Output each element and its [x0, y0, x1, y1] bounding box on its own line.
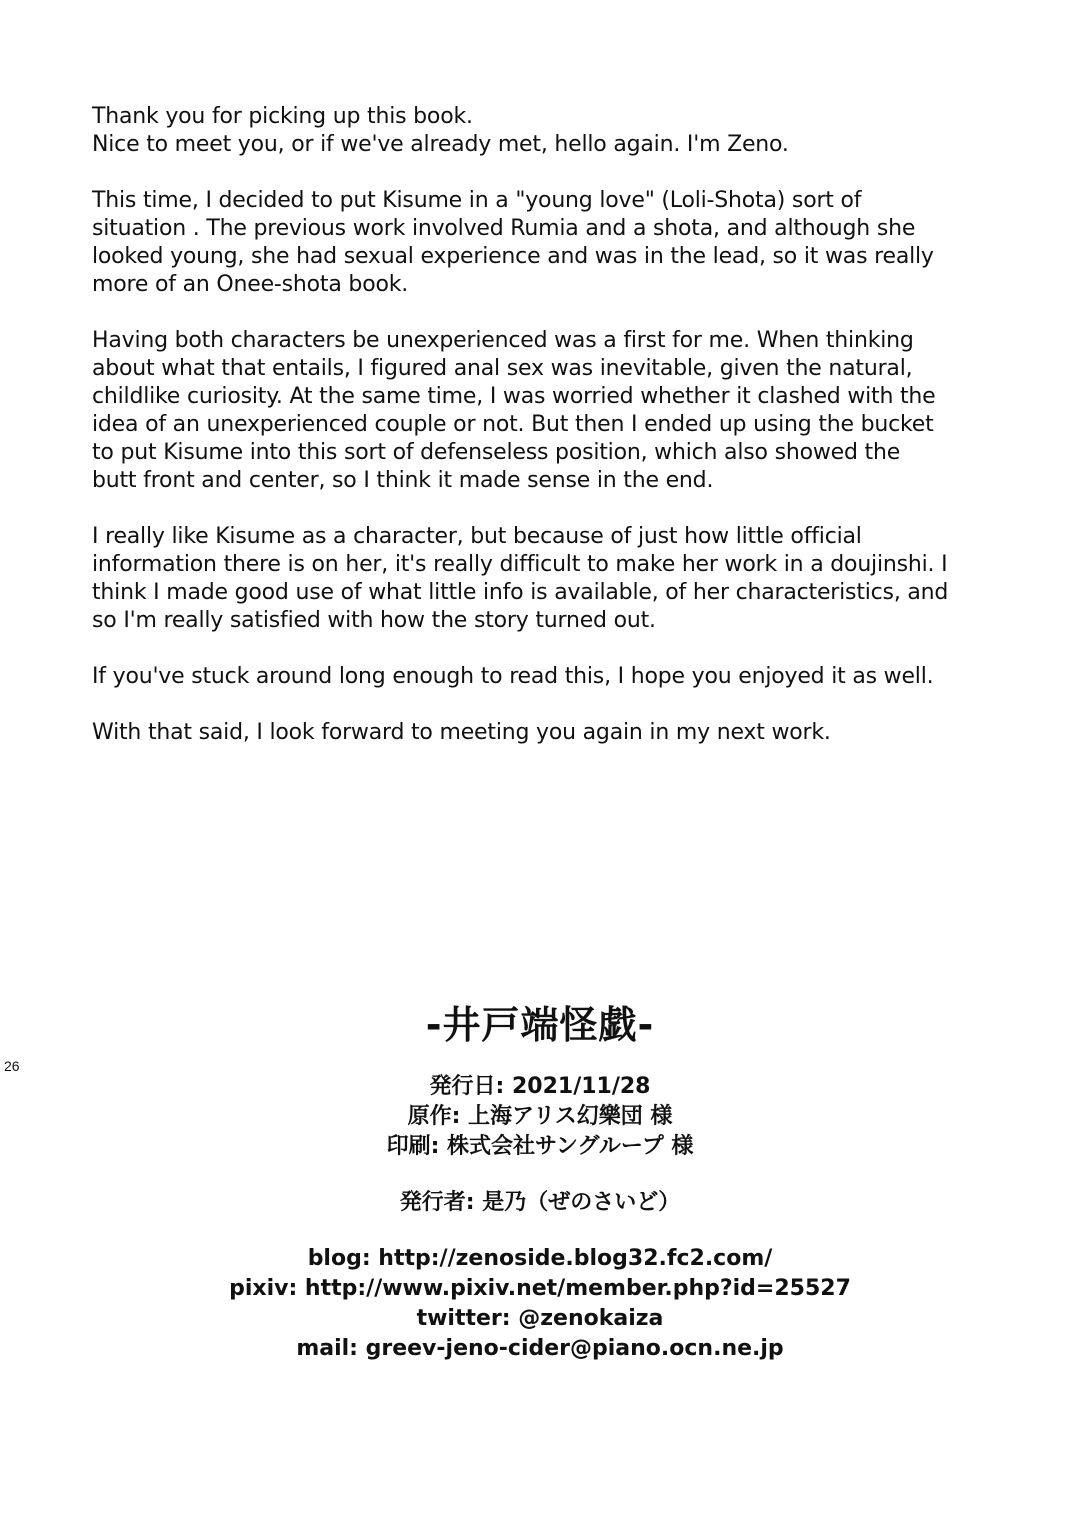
colophon [0, 1000, 1080, 1364]
text-line: Having both characters be unexperienced was a first for me. When thinking [92, 328, 914, 353]
text-line: I really like Kisume as a character, but because of just how little official [92, 524, 862, 549]
text-line: childlike curiosity. At the same time, I was worried whether it clashed with the [92, 384, 936, 409]
afterword-paragraph-2 [92, 187, 1002, 299]
afterword-paragraph-5 [92, 663, 1002, 691]
spacer [0, 1162, 1080, 1188]
afterword-text [92, 103, 1002, 775]
mail-address: mail: greev-jeno-cider@piano.ocn.ne.jp [296, 1336, 784, 1361]
text-line: With that said, I look forward to meeting you again in my next work. [92, 720, 831, 745]
text-line: Thank you for picking up this book. [92, 104, 473, 129]
text-line: looked young, she had sexual experience and was in the lead, so it was really [92, 244, 934, 269]
text-line: Nice to meet you, or if we've already met, hello again. I'm Zeno. [92, 132, 789, 157]
text-line: situation . The previous work involved Rumia and a shota, and although she [92, 216, 916, 241]
text-line: to put Kisume into this sort of defenseless position, which also showed the [92, 440, 901, 465]
blog-link: blog: http://zenoside.blog32.fc2.com/ [307, 1246, 773, 1271]
printing-company: 印刷: 株式会社サングループ 様 [386, 1134, 694, 1159]
publish-date: 発行日: 2021/11/28 [429, 1074, 651, 1099]
text-line: This time, I decided to put Kisume in a "young love" (Loli-Shota) sort of [92, 188, 862, 213]
text-line: butt front and center, so I think it made sense in the end. [92, 468, 714, 493]
page-number: 26 [4, 1058, 20, 1074]
publisher: 発行者: 是乃（ぜのさいど） [399, 1190, 681, 1215]
pixiv-link: pixiv: http://www.pixiv.net/member.php?id=25527 [229, 1276, 851, 1301]
twitter-handle: twitter: @zenokaiza [416, 1306, 664, 1331]
text-line: about what that entails, I figured anal sex was inevitable, given the natural, [92, 356, 913, 381]
text-line: think I made good use of what little info is available, of her characteristics, and [92, 580, 949, 605]
text-line: If you've stuck around long enough to read this, I hope you enjoyed it as well. [92, 664, 934, 689]
afterword-paragraph-4 [92, 523, 1002, 635]
text-line: more of an Onee-shota book. [92, 272, 409, 297]
book-title: -井戸端怪戯- [425, 1003, 655, 1047]
afterword-paragraph-1 [92, 103, 1002, 159]
original-work: 原作: 上海アリス幻樂団 様 [407, 1104, 673, 1129]
afterword-paragraph-3 [92, 327, 1002, 495]
text-line: so I'm really satisfied with how the story turned out. [92, 608, 656, 633]
afterword-paragraph-6 [92, 719, 1002, 747]
text-line: idea of an unexperienced couple or not. But then I ended up using the bucket [92, 412, 934, 437]
spacer [0, 1218, 1080, 1244]
text-line: information there is on her, it's really difficult to make her work in a doujinshi. I [92, 552, 948, 577]
